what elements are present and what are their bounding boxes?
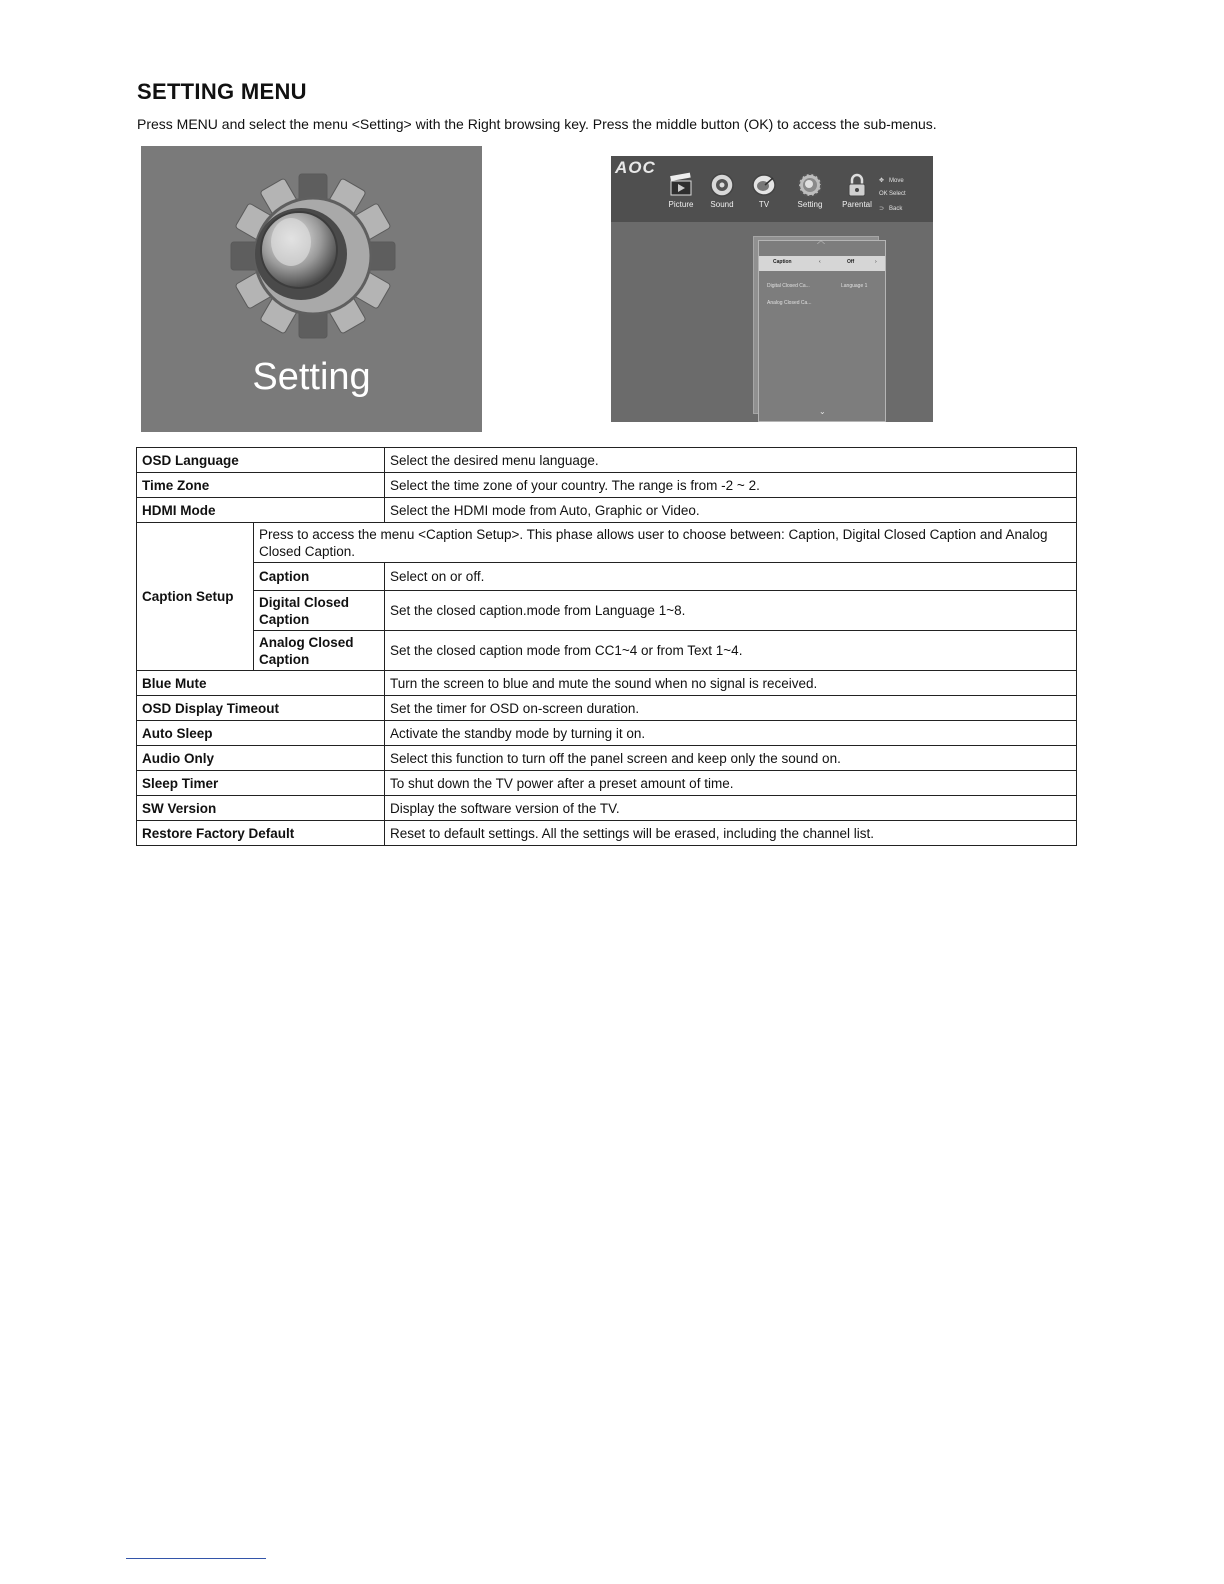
setting-description: Activate the standby mode by turning it on. [385,721,1077,746]
setting-description: Select this function to turn off the panel screen and keep only the sound on. [385,746,1077,771]
gear-icon [797,172,823,198]
table-row [137,771,1077,796]
setting-name: HDMI Mode [137,498,385,523]
table-row [137,631,1077,671]
caption-submenu [758,236,886,422]
speaker-icon [709,172,735,198]
setting-name: Audio Only [137,746,385,771]
osd-item-parental[interactable]: Parental [835,172,879,209]
table-row [137,721,1077,746]
setting-name: OSD Language [137,448,385,473]
table-row [137,563,1077,591]
sub-setting-name: Digital Closed Caption [254,591,385,631]
aoc-logo: AOC [615,158,656,177]
setting-description: Reset to default settings. All the settings will be erased, including the channel list. [385,821,1077,846]
hint-select: OKSelect [879,191,906,197]
setting-name: SW Version [137,796,385,821]
setting-name: Blue Mute [137,671,385,696]
setting-description: To shut down the TV power after a preset amount of time. [385,771,1077,796]
table-row [137,591,1077,631]
table-row [137,696,1077,721]
setting-label: Setting [252,356,371,398]
setting-name: Restore Factory Default [137,821,385,846]
hint-back: ⊃ Back [879,206,903,212]
table-row [137,523,1077,563]
submenu-row-digital[interactable]: Digital Closed Ca... [767,283,810,289]
table-row [137,821,1077,846]
scroll-down-icon[interactable]: ⌄ [819,407,826,416]
padlock-icon [844,172,870,198]
submenu-value-digital: Language 1 [841,283,868,289]
chevron-left-icon[interactable]: ‹ [819,259,821,265]
hint-move: ✥ Move [879,178,904,184]
setting-description: Turn the screen to blue and mute the sound when no signal is received. [385,671,1077,696]
sub-setting-name: Analog Closed Caption [254,631,385,671]
osd-item-picture[interactable]: Picture [659,172,703,209]
table-row [137,671,1077,696]
setting-description: Select the time zone of your country. The range is from -2 ~ 2. [385,473,1077,498]
table-row [137,796,1077,821]
submenu-row-analog[interactable]: Analog Closed Ca... [767,300,812,306]
setting-icon-panel [141,146,482,432]
satellite-dish-icon [751,172,777,198]
caption-setup-intro: Press to access the menu <Caption Setup>. This phase allows user to choose between: Caption, Digital Closed Caption and Analog Closed Caption. [254,523,1077,563]
clapperboard-icon [668,172,694,198]
osd-item-tv[interactable]: TV [742,172,786,209]
osd-item-sound[interactable]: Sound [700,172,744,209]
scroll-up-icon[interactable]: ︿ [817,236,825,245]
setting-name: Time Zone [137,473,385,498]
setting-name: Sleep Timer [137,771,385,796]
footnote-divider [126,1558,266,1559]
chevron-right-icon[interactable]: › [875,259,877,265]
caption-setup-name: Caption Setup [137,523,254,671]
osd-item-setting[interactable]: Setting [788,172,832,209]
setting-description: Display the software version of the TV. [385,796,1077,821]
intro-text: Press MENU and select the menu <Setting> with the Right browsing key. Press the middle button (OK) to access the sub-menus. [137,116,937,132]
setting-description: Set the timer for OSD on-screen duration. [385,696,1077,721]
sub-setting-description: Set the closed caption mode from CC1~4 or from Text 1~4. [385,631,1077,671]
table-row [137,473,1077,498]
setting-description: Select the HDMI mode from Auto, Graphic or Video. [385,498,1077,523]
table-row [137,498,1077,523]
sub-setting-description: Set the closed caption.mode from Language 1~8. [385,591,1077,631]
table-row [137,746,1077,771]
setting-description: Select the desired menu language. [385,448,1077,473]
sub-setting-name: Caption [254,563,385,591]
setting-name: Auto Sleep [137,721,385,746]
page-title: SETTING MENU [137,79,307,104]
submenu-row-caption[interactable]: Caption ‹ Off › [759,256,885,271]
osd-screenshot [611,156,933,422]
setting-name: OSD Display Timeout [137,696,385,721]
settings-table [136,447,1076,846]
table-row [137,448,1077,473]
sub-setting-description: Select on or off. [385,563,1077,591]
